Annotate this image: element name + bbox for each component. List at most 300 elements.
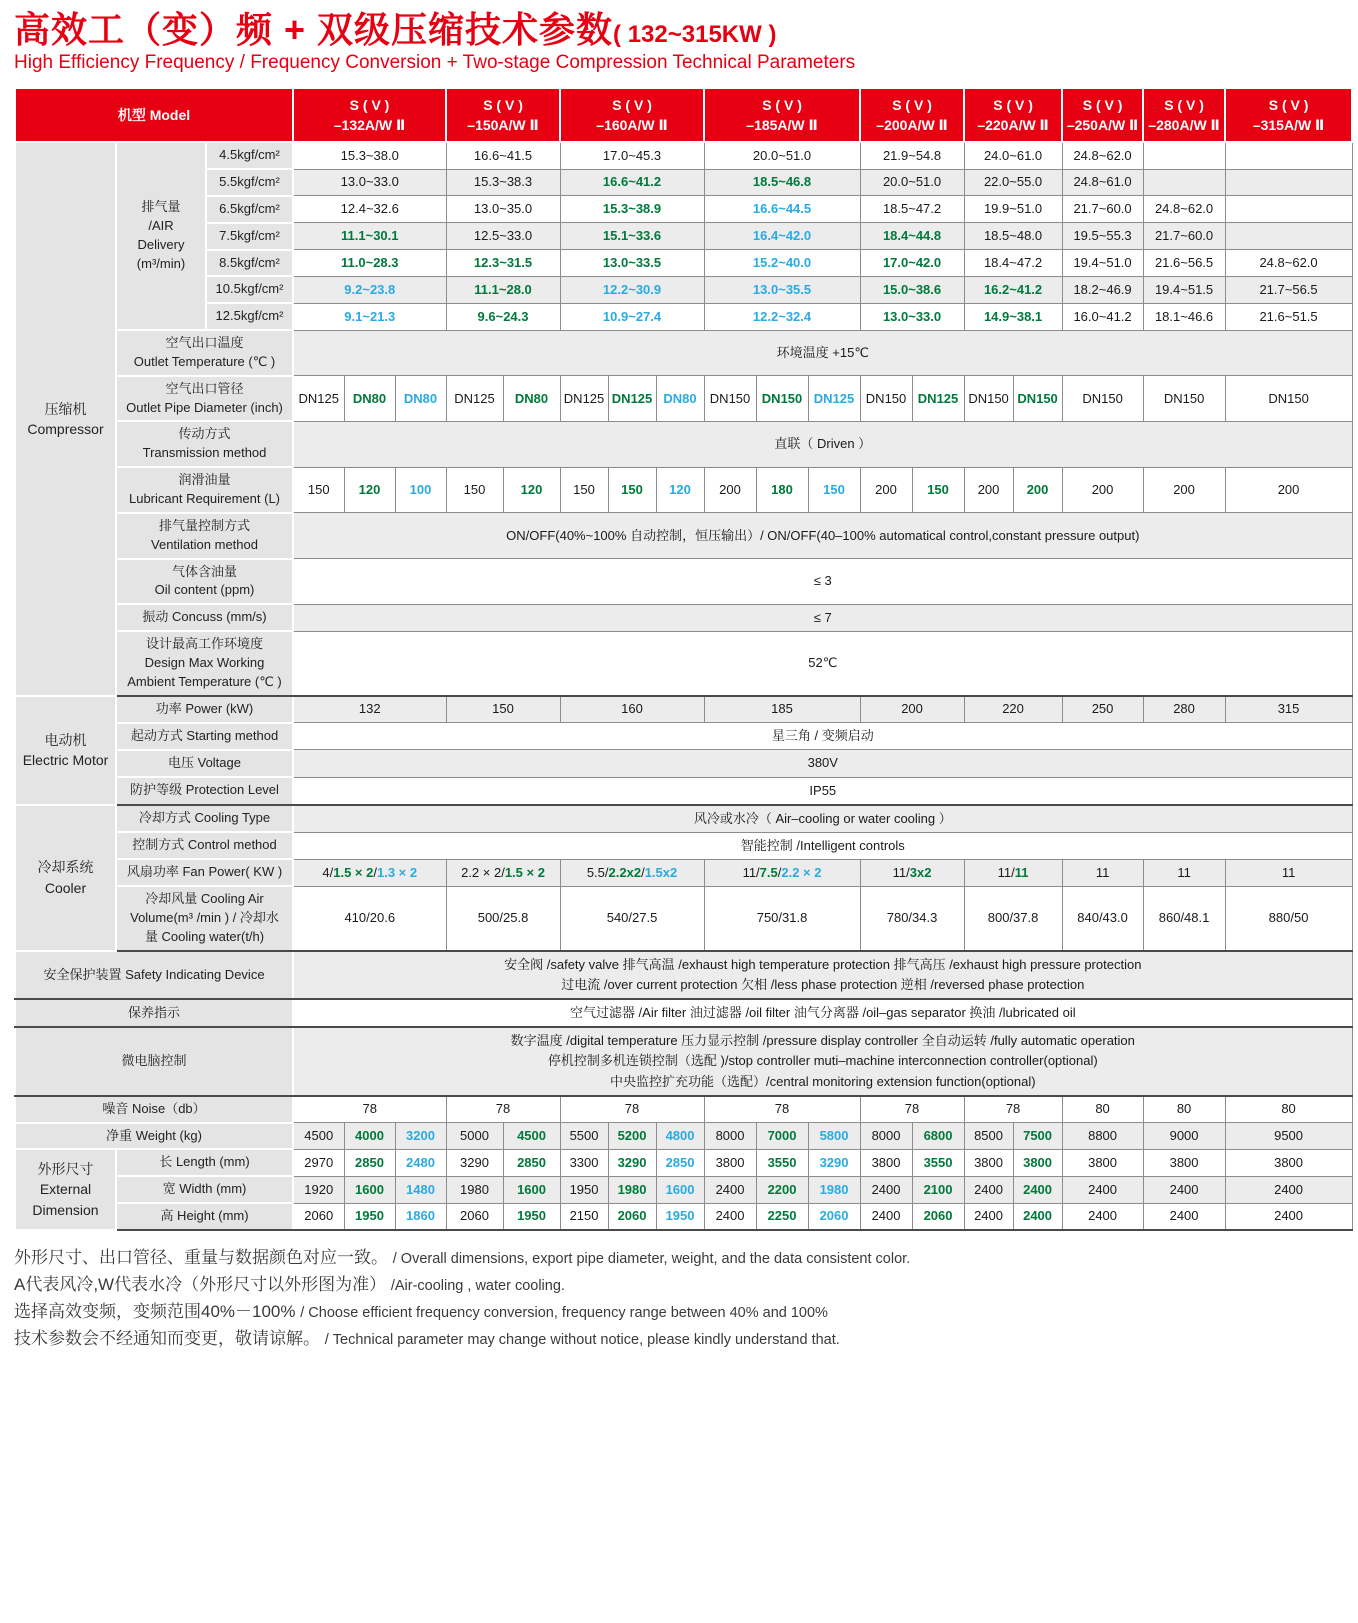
model-column-header: S ( V ) –280A/W Ⅱ <box>1143 88 1225 142</box>
pressure-sublabel: 6.5kgf/cm² <box>206 196 293 223</box>
value-cell: 19.4~51.0 <box>1062 250 1143 277</box>
row-design-max-ambient <box>15 631 1352 696</box>
value-cell: 24.8~62.0 <box>1062 142 1143 169</box>
value-cell: 800/37.8 <box>964 886 1062 951</box>
value-cell: DN150 <box>860 376 912 422</box>
technical-parameters-table <box>14 87 1353 1231</box>
note-line: A代表风冷,W代表水冷（外形尺寸以外形图为准） /Air-cooling , water cooling. <box>14 1274 565 1294</box>
value-cell <box>1225 196 1352 223</box>
row-maintenance-indication <box>15 999 1352 1027</box>
value-cell: 1950 <box>560 1176 608 1203</box>
value-cell: 150 <box>912 467 964 513</box>
value-cell: 7500 <box>1013 1123 1062 1150</box>
value-cell: 11 <box>1143 859 1225 886</box>
value-cell: 12.5~33.0 <box>446 223 560 250</box>
row-starting-method <box>15 723 1352 750</box>
page-title <box>14 8 1344 51</box>
value-cell: 2850 <box>656 1149 704 1176</box>
value-cell: 1600 <box>656 1176 704 1203</box>
value-cell: 3800 <box>1225 1149 1352 1176</box>
row-voltage <box>15 750 1352 777</box>
value-cell: 2400 <box>1013 1176 1062 1203</box>
value-cell: 11.1~28.0 <box>446 276 560 303</box>
value-cell: 220 <box>964 696 1062 723</box>
value-cell: ON/OFF(40%~100% 自动控制，恒压输出）/ ON/OFF(40–100% automatical control,constant pressure output) <box>293 513 1352 559</box>
value-cell: 1950 <box>503 1203 560 1230</box>
value-cell <box>1225 169 1352 196</box>
value-cell: 120 <box>503 467 560 513</box>
value-cell: 280 <box>1143 696 1225 723</box>
value-cell: 2060 <box>446 1203 503 1230</box>
value-cell: 18.5~48.0 <box>964 223 1062 250</box>
row-outlet-temperature <box>15 330 1352 376</box>
value-cell: 2060 <box>912 1203 964 1230</box>
value-cell: 2.2 × 2/1.5 × 2 <box>446 859 560 886</box>
row-label: 净重 Weight (kg) <box>15 1123 293 1150</box>
value-cell: 9000 <box>1143 1123 1225 1150</box>
pressure-sublabel: 8.5kgf/cm² <box>206 250 293 277</box>
value-cell: 2400 <box>964 1176 1013 1203</box>
value-cell: DN80 <box>656 376 704 422</box>
row-label: 电压 Voltage <box>116 750 293 777</box>
value-cell: 8500 <box>964 1123 1013 1150</box>
value-cell: DN150 <box>756 376 808 422</box>
value-cell: 12.4~32.6 <box>293 196 446 223</box>
value-cell: 4500 <box>293 1123 344 1150</box>
value-cell: 2400 <box>704 1176 756 1203</box>
row-transmission-method <box>15 421 1352 467</box>
value-cell: 2060 <box>808 1203 860 1230</box>
value-cell: 380V <box>293 750 1352 777</box>
value-cell: 150 <box>446 696 560 723</box>
value-cell: 3550 <box>912 1149 964 1176</box>
value-cell: 1920 <box>293 1176 344 1203</box>
value-cell: 120 <box>344 467 395 513</box>
value-cell: 2060 <box>608 1203 656 1230</box>
value-cell: IP55 <box>293 777 1352 805</box>
value-cell: 12.2~32.4 <box>704 303 860 330</box>
model-column-header: S ( V ) –315A/W Ⅱ <box>1225 88 1352 142</box>
value-cell: DN125 <box>560 376 608 422</box>
value-cell: 52℃ <box>293 631 1352 696</box>
value-cell: 3800 <box>964 1149 1013 1176</box>
row-label: 噪音 Noise（db） <box>15 1096 293 1123</box>
value-cell: ≤ 3 <box>293 559 1352 605</box>
value-cell: DN125 <box>446 376 503 422</box>
value-cell: 10.9~27.4 <box>560 303 704 330</box>
value-cell: DN80 <box>503 376 560 422</box>
value-cell: 16.6~41.5 <box>446 142 560 169</box>
value-cell: 1980 <box>608 1176 656 1203</box>
row-width <box>15 1176 1352 1203</box>
value-cell: 2400 <box>1062 1203 1143 1230</box>
value-cell: 2060 <box>293 1203 344 1230</box>
value-cell <box>1143 142 1225 169</box>
value-cell: 78 <box>860 1096 964 1123</box>
value-cell: 200 <box>860 696 964 723</box>
value-cell: 20.0~51.0 <box>860 169 964 196</box>
pressure-sublabel: 10.5kgf/cm² <box>206 276 293 303</box>
value-cell: 315 <box>1225 696 1352 723</box>
value-cell: 2400 <box>860 1203 912 1230</box>
value-cell: DN125 <box>912 376 964 422</box>
value-cell: 风冷或水冷（ Air–cooling or water cooling ） <box>293 805 1352 833</box>
value-cell: 3800 <box>704 1149 756 1176</box>
value-cell: 1950 <box>344 1203 395 1230</box>
value-cell: DN80 <box>395 376 446 422</box>
value-cell: 2480 <box>395 1149 446 1176</box>
value-cell: 185 <box>704 696 860 723</box>
value-cell: 6800 <box>912 1123 964 1150</box>
value-cell: 21.7~56.5 <box>1225 276 1352 303</box>
value-cell: 4000 <box>344 1123 395 1150</box>
pressure-sublabel: 5.5kgf/cm² <box>206 169 293 196</box>
value-cell: 18.1~46.6 <box>1143 303 1225 330</box>
value-cell: 21.7~60.0 <box>1062 196 1143 223</box>
value-cell: 2850 <box>503 1149 560 1176</box>
value-cell: 2400 <box>704 1203 756 1230</box>
page-title-zh: 高效工（变）频 + 双级压缩技术参数 <box>14 9 614 50</box>
row-air-7-5 <box>15 223 1352 250</box>
value-cell: 21.7~60.0 <box>1143 223 1225 250</box>
row-air-10-5 <box>15 276 1352 303</box>
value-cell: 9.6~24.3 <box>446 303 560 330</box>
row-label: 传动方式 Transmission method <box>116 421 293 467</box>
value-cell: 5800 <box>808 1123 860 1150</box>
value-cell: 16.6~44.5 <box>704 196 860 223</box>
value-cell: 200 <box>1013 467 1062 513</box>
value-cell: DN150 <box>1143 376 1225 422</box>
value-cell: 3300 <box>560 1149 608 1176</box>
row-weight <box>15 1123 1352 1150</box>
value-cell: 1950 <box>656 1203 704 1230</box>
value-cell: 1860 <box>395 1203 446 1230</box>
value-cell: 2400 <box>1062 1176 1143 1203</box>
value-cell: 3800 <box>860 1149 912 1176</box>
value-cell: 80 <box>1225 1096 1352 1123</box>
row-height <box>15 1203 1352 1230</box>
value-cell: 2250 <box>756 1203 808 1230</box>
value-cell: 2400 <box>1143 1176 1225 1203</box>
value-cell: 12.3~31.5 <box>446 250 560 277</box>
value-cell: DN125 <box>608 376 656 422</box>
value-cell: 18.5~46.8 <box>704 169 860 196</box>
row-label: 宽 Width (mm) <box>116 1176 293 1203</box>
value-cell: 15.3~38.9 <box>560 196 704 223</box>
page-title-kw-range: ( 132~315KW ) <box>613 21 777 48</box>
model-column-header: S ( V ) –160A/W Ⅱ <box>560 88 704 142</box>
value-cell: 2100 <box>912 1176 964 1203</box>
value-cell: 1980 <box>808 1176 860 1203</box>
value-cell: 环境温度 +15℃ <box>293 330 1352 376</box>
value-cell: 150 <box>808 467 860 513</box>
row-control-method <box>15 832 1352 859</box>
value-cell: 15.2~40.0 <box>704 250 860 277</box>
value-cell: 12.2~30.9 <box>560 276 704 303</box>
value-cell: DN80 <box>344 376 395 422</box>
row-label: 保养指示 <box>15 999 293 1027</box>
row-safety-indicating-device <box>15 951 1352 999</box>
value-cell: DN150 <box>704 376 756 422</box>
value-cell: 120 <box>656 467 704 513</box>
value-cell: 22.0~55.0 <box>964 169 1062 196</box>
row-label: 控制方式 Control method <box>116 832 293 859</box>
value-cell: 860/48.1 <box>1143 886 1225 951</box>
value-cell: 4/1.5 × 2/1.3 × 2 <box>293 859 446 886</box>
value-cell: 9.2~23.8 <box>293 276 446 303</box>
value-cell: 780/34.3 <box>860 886 964 951</box>
value-cell: 11 <box>1225 859 1352 886</box>
value-cell: 200 <box>1143 467 1225 513</box>
value-cell: 16.6~41.2 <box>560 169 704 196</box>
value-cell: 1600 <box>344 1176 395 1203</box>
pressure-sublabel: 7.5kgf/cm² <box>206 223 293 250</box>
value-cell: 150 <box>608 467 656 513</box>
value-cell: DN125 <box>808 376 860 422</box>
value-cell: 24.8~61.0 <box>1062 169 1143 196</box>
value-cell: 200 <box>1062 467 1143 513</box>
value-cell: 200 <box>964 467 1013 513</box>
value-cell: 19.4~51.5 <box>1143 276 1225 303</box>
note-line: 选择高效变频，变频范围40%－100% / Choose efficient frequency conversion, frequency range between 40% and 100% <box>14 1301 828 1321</box>
value-cell: 250 <box>1062 696 1143 723</box>
row-air-8-5 <box>15 250 1352 277</box>
page-subtitle: High Efficiency Frequency / Frequency Conversion + Two-stage Compression Technical Parameters <box>14 52 856 74</box>
value-cell: DN150 <box>1225 376 1352 422</box>
row-label: 防护等级 Protection Level <box>116 777 293 805</box>
value-cell: 24.8~62.0 <box>1143 196 1225 223</box>
row-label: 振动 Concuss (mm/s) <box>116 604 293 631</box>
value-cell: 1600 <box>503 1176 560 1203</box>
value-cell: 2400 <box>1013 1203 1062 1230</box>
value-cell: 200 <box>704 467 756 513</box>
row-lubricant-requirement <box>15 467 1352 513</box>
value-cell: 15.1~33.6 <box>560 223 704 250</box>
value-cell: 1480 <box>395 1176 446 1203</box>
table-body <box>15 142 1352 1230</box>
pressure-sublabel: 12.5kgf/cm² <box>206 303 293 330</box>
row-label: 起动方式 Starting method <box>116 723 293 750</box>
value-cell: 11/3x2 <box>860 859 964 886</box>
value-cell: 21.6~56.5 <box>1143 250 1225 277</box>
value-cell: 3200 <box>395 1123 446 1150</box>
value-cell: 5200 <box>608 1123 656 1150</box>
model-column-header: S ( V ) –150A/W Ⅱ <box>446 88 560 142</box>
category-label: 冷却系统 Cooler <box>15 805 116 951</box>
row-label: 冷却方式 Cooling Type <box>116 805 293 833</box>
value-cell: 80 <box>1143 1096 1225 1123</box>
row-power <box>15 696 1352 723</box>
value-cell: 3800 <box>1013 1149 1062 1176</box>
value-cell: 18.4~44.8 <box>860 223 964 250</box>
model-column-header: S ( V ) –220A/W Ⅱ <box>964 88 1062 142</box>
value-cell: 11/11 <box>964 859 1062 886</box>
pressure-sublabel: 4.5kgf/cm² <box>206 142 293 169</box>
value-cell: 21.6~51.5 <box>1225 303 1352 330</box>
value-cell: DN125 <box>293 376 344 422</box>
value-cell: 5000 <box>446 1123 503 1150</box>
row-label: 微电脑控制 <box>15 1027 293 1095</box>
value-cell: 2850 <box>344 1149 395 1176</box>
value-cell: DN150 <box>1062 376 1143 422</box>
row-air-5-5 <box>15 169 1352 196</box>
value-cell: 2400 <box>1225 1176 1352 1203</box>
row-label: 设计最高工作环境度 Design Max Working Ambient Temperature (℃ ) <box>116 631 293 696</box>
value-cell: 17.0~42.0 <box>860 250 964 277</box>
value-cell: 2400 <box>964 1203 1013 1230</box>
value-cell: ≤ 7 <box>293 604 1352 631</box>
value-cell: 78 <box>446 1096 560 1123</box>
value-cell: 1980 <box>446 1176 503 1203</box>
category-label: 压缩机 Compressor <box>15 142 116 696</box>
value-cell: 16.0~41.2 <box>1062 303 1143 330</box>
value-cell: 80 <box>1062 1096 1143 1123</box>
row-label: 空气出口温度 Outlet Temperature (℃ ) <box>116 330 293 376</box>
value-cell: 11 <box>1062 859 1143 886</box>
value-cell: 11/7.5/2.2 × 2 <box>704 859 860 886</box>
value-cell: 200 <box>860 467 912 513</box>
value-cell: 880/50 <box>1225 886 1352 951</box>
note-line: 技术参数会不经通知而变更，敬请谅解。 / Technical parameter may change without notice, please kindly understand that. <box>14 1328 840 1348</box>
value-cell: 11.1~30.1 <box>293 223 446 250</box>
value-cell: 24.0~61.0 <box>964 142 1062 169</box>
model-column-header: S ( V ) –200A/W Ⅱ <box>860 88 964 142</box>
value-cell: 智能控制 /Intelligent controls <box>293 832 1352 859</box>
row-oil-content <box>15 559 1352 605</box>
row-air-12-5 <box>15 303 1352 330</box>
value-cell: 星三角 / 变频启动 <box>293 723 1352 750</box>
value-cell: 8000 <box>860 1123 912 1150</box>
value-cell: 13.0~33.5 <box>560 250 704 277</box>
row-label: 高 Height (mm) <box>116 1203 293 1230</box>
value-cell: 200 <box>1225 467 1352 513</box>
value-cell: 14.9~38.1 <box>964 303 1062 330</box>
value-cell: 18.2~46.9 <box>1062 276 1143 303</box>
note-line: 外形尺寸、出口管径、重量与数据颜色对应一致。 / Overall dimensions, export pipe diameter, weight, and the data consistent color. <box>14 1247 911 1267</box>
model-column-header: S ( V ) –132A/W Ⅱ <box>293 88 446 142</box>
value-cell: 150 <box>560 467 608 513</box>
row-air-4-5 <box>15 142 1352 169</box>
value-cell: 150 <box>293 467 344 513</box>
value-cell: 4500 <box>503 1123 560 1150</box>
value-cell: 2400 <box>1143 1203 1225 1230</box>
value-cell: 16.4~42.0 <box>704 223 860 250</box>
value-cell: 78 <box>560 1096 704 1123</box>
value-cell <box>1225 223 1352 250</box>
value-cell: DN150 <box>1013 376 1062 422</box>
value-cell: 5500 <box>560 1123 608 1150</box>
value-cell: 24.8~62.0 <box>1225 250 1352 277</box>
value-cell: 空气过滤器 /Air filter 油过滤器 /oil filter 油气分离器 /oil–gas separator 换油 /lubricated oil <box>293 999 1352 1027</box>
row-label: 排气量 /AIR Delivery (m³/min) <box>116 142 206 330</box>
row-cooling-type <box>15 805 1352 833</box>
value-cell: 180 <box>756 467 808 513</box>
value-cell: 500/25.8 <box>446 886 560 951</box>
value-cell: 13.0~35.0 <box>446 196 560 223</box>
value-cell: 3550 <box>756 1149 808 1176</box>
row-label: 长 Length (mm) <box>116 1149 293 1176</box>
value-cell: 410/20.6 <box>293 886 446 951</box>
value-cell: 15.3~38.0 <box>293 142 446 169</box>
value-cell: 13.0~33.0 <box>860 303 964 330</box>
value-cell: 750/31.8 <box>704 886 860 951</box>
value-cell: 15.3~38.3 <box>446 169 560 196</box>
value-cell: 3800 <box>1062 1149 1143 1176</box>
row-air-6-5 <box>15 196 1352 223</box>
value-cell: 4800 <box>656 1123 704 1150</box>
row-concuss <box>15 604 1352 631</box>
value-cell: 840/43.0 <box>1062 886 1143 951</box>
value-cell: 78 <box>704 1096 860 1123</box>
value-cell: 2200 <box>756 1176 808 1203</box>
model-column-header: S ( V ) –185A/W Ⅱ <box>704 88 860 142</box>
value-cell: 9500 <box>1225 1123 1352 1150</box>
value-cell: 13.0~33.0 <box>293 169 446 196</box>
value-cell: 2970 <box>293 1149 344 1176</box>
value-cell: 直联（ Driven ） <box>293 421 1352 467</box>
value-cell: 78 <box>964 1096 1062 1123</box>
value-cell: 3290 <box>446 1149 503 1176</box>
value-cell: 8000 <box>704 1123 756 1150</box>
value-cell: 160 <box>560 696 704 723</box>
value-cell: 16.2~41.2 <box>964 276 1062 303</box>
value-cell: 11.0~28.3 <box>293 250 446 277</box>
value-cell: 3800 <box>1143 1149 1225 1176</box>
value-cell: 2400 <box>1225 1203 1352 1230</box>
value-cell: 18.5~47.2 <box>860 196 964 223</box>
row-noise <box>15 1096 1352 1123</box>
category-label: 电动机 Electric Motor <box>15 696 116 805</box>
row-protection-level <box>15 777 1352 805</box>
value-cell <box>1143 169 1225 196</box>
value-cell: 150 <box>446 467 503 513</box>
row-label: 功率 Power (kW) <box>116 696 293 723</box>
value-cell <box>1225 142 1352 169</box>
row-label: 排气量控制方式 Ventilation method <box>116 513 293 559</box>
value-cell: 78 <box>293 1096 446 1123</box>
value-cell: 15.0~38.6 <box>860 276 964 303</box>
value-cell: 数字温度 /digital temperature 压力显示控制 /pressure display controller 全自动运转 /fully automatic operation 停机控制多机连锁控制（选配 )/stop controller muti–machine interconnection controller(optional) 中央监控扩充功能（选配）/central monitoring extension function(optional) <box>293 1027 1352 1095</box>
value-cell: 19.5~55.3 <box>1062 223 1143 250</box>
value-cell: 18.4~47.2 <box>964 250 1062 277</box>
value-cell: 2400 <box>860 1176 912 1203</box>
row-label: 冷却风量 Cooling Air Volume(m³ /min ) / 冷却水 量 Cooling water(t/h) <box>116 886 293 951</box>
row-label: 气体含油量 Oil content (ppm) <box>116 559 293 605</box>
value-cell: 540/27.5 <box>560 886 704 951</box>
row-label: 空气出口管径 Outlet Pipe Diameter (inch) <box>116 376 293 422</box>
value-cell: 17.0~45.3 <box>560 142 704 169</box>
row-fan-power <box>15 859 1352 886</box>
row-length <box>15 1149 1352 1176</box>
value-cell: 3290 <box>808 1149 860 1176</box>
row-label: 安全保护装置 Safety Indicating Device <box>15 951 293 999</box>
value-cell: 20.0~51.0 <box>704 142 860 169</box>
value-cell: 8800 <box>1062 1123 1143 1150</box>
table-header <box>15 88 1352 142</box>
row-label: 润滑油量 Lubricant Requirement (L) <box>116 467 293 513</box>
value-cell: 7000 <box>756 1123 808 1150</box>
value-cell: 9.1~21.3 <box>293 303 446 330</box>
value-cell: 5.5/2.2x2/1.5x2 <box>560 859 704 886</box>
value-cell: 安全阀 /safety valve 排气高温 /exhaust high temperature protection 排气高压 /exhaust high pressure protection 过电流 /over current protection 欠相 /less phase protection 逆相 /reversed phase protection <box>293 951 1352 999</box>
value-cell: 3290 <box>608 1149 656 1176</box>
value-cell: 132 <box>293 696 446 723</box>
value-cell: 2150 <box>560 1203 608 1230</box>
footnotes <box>14 1245 1344 1353</box>
value-cell: 13.0~35.5 <box>704 276 860 303</box>
model-header-label: 机型 Model <box>15 88 293 142</box>
category-label: 外形尺寸 External Dimension <box>15 1149 116 1230</box>
